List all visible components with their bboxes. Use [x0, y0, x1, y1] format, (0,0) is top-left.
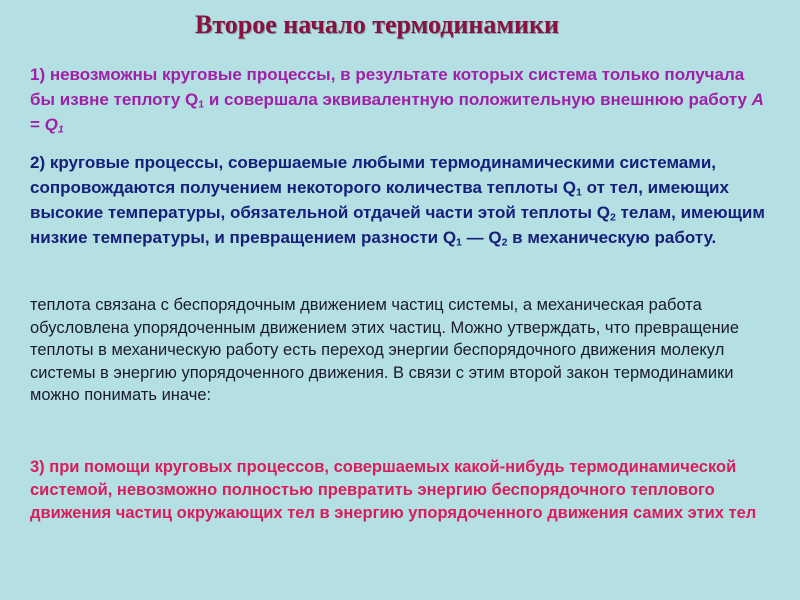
statement-1-text-cont: и совершала эквивалентную положительную внешнюю работу: [204, 90, 752, 109]
explanation-paragraph: теплота связана с беспорядочным движением частиц системы, а механическая работа обусловлена упорядоченным движением этих частиц. Можно утверждать, что превращение теплоты в механическую работу есть переход энергии беспорядочного движения молекул системы в энергию упорядоченного движения. В связи с этим второй закон термодинамики можно понимать иначе:: [30, 296, 740, 404]
subscript-1: 1: [198, 98, 205, 111]
formula-equals: =: [30, 115, 45, 134]
statement-2: [30, 150, 780, 250]
statement-2-text-b: от тел, имеющих высокие температуры, обязательной отдачей части этой теплоты Q: [30, 178, 729, 222]
statement-2-text-c: телам, имеющим низкие температуры, и превращением разности Q: [30, 203, 765, 247]
formula-work: А: [751, 90, 764, 109]
statement-2-text-d: — Q: [461, 228, 502, 247]
statement-1: [30, 62, 770, 137]
subscript-q1-diff: 1: [456, 236, 462, 249]
slide-title: Второе начало термодинамики: [195, 10, 559, 39]
statement-2-text-e: в механическую работу.: [507, 228, 717, 247]
formula-heat-subscript: 1: [57, 123, 64, 136]
statement-3: 3) при помощи круговых процессов, совершаемых какой-нибудь термодинамической системой, невозможно полностью превратить энергию беспорядочного теплового движения частиц окружающих тел в энергию упорядоченного движения самих этих тел: [30, 458, 757, 522]
subscript-q2-diff: 2: [501, 236, 508, 249]
statement-2-text: 2) круговые процессы, совершаемые любыми термодинамическими системами, сопровождаются получением некоторого количества теплоты Q: [30, 153, 717, 197]
subscript-q2: 2: [609, 211, 616, 224]
subscript-q1: 1: [576, 186, 582, 199]
formula-heat: Q: [44, 115, 58, 134]
statement-1-text: 1) невозможны круговые процессы, в результате которых система только получала бы извне теплоту Q: [30, 65, 745, 109]
